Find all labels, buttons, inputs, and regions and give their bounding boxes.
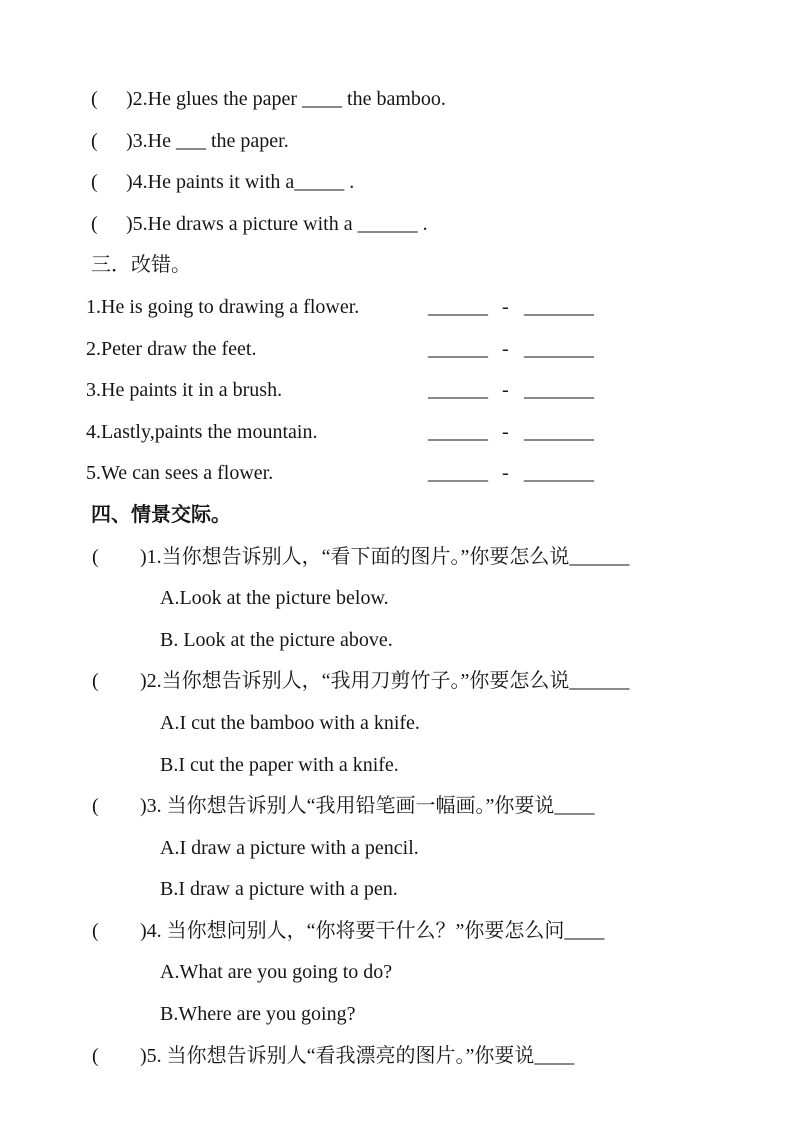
dash-separator: - (502, 295, 509, 318)
correction-blank-right: _______ (524, 295, 594, 318)
question-stem-2 (0, 661, 793, 703)
correction-blank-right: _______ (524, 379, 594, 402)
answer-bracket: ( (92, 1044, 99, 1067)
correction-blank-left: ______ (428, 420, 488, 443)
correction-blank-right: _______ (524, 462, 594, 485)
option-a: A.I draw a picture with a pencil. (160, 836, 419, 859)
fill-blank-item-3 (0, 121, 793, 163)
answer-bracket: ( (91, 212, 98, 235)
correction-sentence: 4.Lastly,paints the mountain. (86, 420, 318, 443)
fill-blank-item-4 (0, 162, 793, 204)
correction-item-4 (0, 412, 793, 454)
option-b: B.Where are you going? (160, 1003, 356, 1026)
correction-blank-right: _______ (524, 420, 594, 443)
question-stem-5 (0, 1036, 793, 1078)
correction-sentence: 5.We can sees a flower. (86, 462, 274, 485)
correction-sentence: 3.He paints it in a brush. (86, 379, 283, 402)
answer-bracket: ( (92, 670, 99, 693)
stem-text: )2.当你想告诉别人，“我用刀剪竹子。”你要怎么说______ (140, 670, 630, 693)
dash-separator: - (502, 379, 509, 402)
answer-bracket: ( (92, 545, 99, 568)
dash-separator: - (502, 462, 509, 485)
correction-item-5 (0, 453, 793, 495)
correction-item-2 (0, 329, 793, 371)
fill-blank-text: )5.He draws a picture with a ______ . (126, 212, 428, 235)
option-a: A.I cut the bamboo with a knife. (160, 711, 420, 734)
correction-item-3 (0, 370, 793, 412)
correction-blank-left: ______ (428, 337, 488, 360)
question-stem-1 (0, 537, 793, 579)
correction-sentence: 1.He is going to drawing a flower. (86, 295, 360, 318)
answer-bracket: ( (92, 795, 99, 818)
answer-bracket: ( (91, 129, 98, 152)
option-a: A.What are you going to do? (160, 961, 393, 984)
option-b: B.I draw a picture with a pen. (160, 878, 398, 901)
correction-blank-right: _______ (524, 337, 594, 360)
option-a: A.Look at the picture below. (160, 587, 389, 610)
question-stem-3 (0, 786, 793, 828)
correction-item-1 (0, 287, 793, 329)
answer-bracket: ( (91, 88, 98, 110)
fill-blank-text: )2.He glues the paper ____ the bamboo. (126, 88, 446, 110)
fill-blank-text: )3.He ___ the paper. (126, 129, 289, 152)
option-b: B. Look at the picture above. (160, 628, 393, 651)
answer-bracket: ( (91, 171, 98, 194)
dash-separator: - (502, 420, 509, 443)
section-correction-heading: 三．改错。 (91, 254, 191, 277)
fill-blank-item-5 (0, 204, 793, 246)
section-communication-heading: 四、情景交际。 (91, 503, 231, 526)
correction-sentence: 2.Peter draw the feet. (86, 337, 257, 360)
question-stem-4 (0, 911, 793, 953)
option-b: B.I cut the paper with a knife. (160, 753, 399, 776)
correction-blank-left: ______ (428, 462, 488, 485)
stem-text: )5. 当你想告诉别人“看我漂亮的图片。”你要说____ (140, 1044, 575, 1067)
stem-text: )1.当你想告诉别人，“看下面的图片。”你要怎么说______ (140, 545, 630, 568)
correction-blank-left: ______ (428, 295, 488, 318)
fill-blank-text: )4.He paints it with a_____ . (126, 171, 355, 194)
dash-separator: - (502, 337, 509, 360)
stem-text: )4. 当你想问别人，“你将要干什么？”你要怎么问____ (140, 919, 605, 942)
answer-bracket: ( (92, 919, 99, 942)
correction-blank-left: ______ (428, 379, 488, 402)
fill-blank-item-2 (0, 79, 793, 121)
stem-text: )3. 当你想告诉别人“我用铅笔画一幅画。”你要说____ (140, 795, 595, 818)
